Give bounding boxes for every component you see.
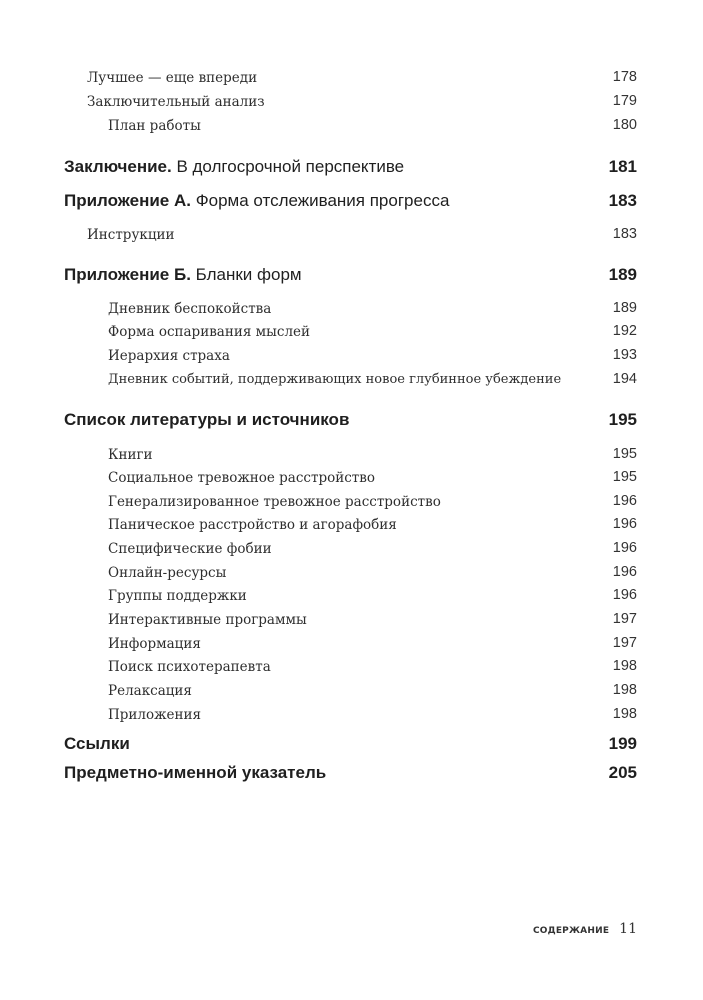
toc-chapter-page: 195 — [608, 410, 637, 429]
toc-entry — [0, 345, 703, 367]
toc-chapter-subtitle: Бланки форм — [190, 265, 302, 284]
toc-entry-title: Паническое расстройство и агорафобия — [108, 517, 397, 533]
toc-entry-page: 196 — [612, 564, 637, 580]
toc-entry-page: 196 — [612, 540, 637, 556]
toc-entry-title: Онлайн-ресурсы — [108, 565, 227, 581]
toc-chapter-label: Приложение Б. — [64, 265, 191, 284]
toc-chapter-label: Список литературы и источников — [64, 410, 350, 429]
toc-chapter-label: Ссылки — [64, 734, 130, 753]
toc-chapter — [0, 265, 703, 287]
toc-entry-page: 197 — [612, 635, 637, 651]
toc-entry-title: Релаксация — [108, 683, 192, 699]
toc-entry-page: 198 — [612, 658, 637, 674]
toc-chapter-title — [64, 191, 449, 211]
toc-entry-page: 195 — [612, 446, 637, 462]
toc-chapter — [0, 410, 703, 432]
toc-entry — [0, 585, 703, 607]
toc-entry-page: 178 — [612, 69, 637, 85]
toc-chapter-page: 181 — [608, 157, 637, 176]
toc-entry — [0, 514, 703, 536]
toc-entry-page: 196 — [612, 587, 637, 603]
toc-chapter-subtitle: В долгосрочной перспективе — [171, 157, 405, 176]
toc-chapter — [0, 734, 703, 756]
toc-chapter-page: 205 — [608, 763, 637, 782]
toc-entry-title: Генерализированное тревожное расстройство — [108, 494, 441, 510]
toc-chapter-label: Предметно-именной указатель — [64, 763, 327, 782]
toc-entry-title: Инструкции — [87, 227, 175, 243]
toc-entry-page: 189 — [612, 300, 637, 316]
toc-entry-title: Информация — [108, 636, 201, 652]
toc-entry-title: Книги — [108, 447, 153, 463]
toc-entry-page: 196 — [612, 516, 637, 532]
toc-entry-page: 193 — [612, 347, 637, 363]
page-number: 11 — [619, 921, 637, 937]
toc-entry-title: Поиск психотерапевта — [108, 659, 271, 675]
toc-entry-page: 198 — [612, 682, 637, 698]
toc-entry — [0, 633, 703, 655]
toc-entry-title: Социальное тревожное расстройство — [108, 470, 375, 486]
toc-entry — [0, 444, 703, 466]
toc-entry — [0, 562, 703, 584]
toc-entry-title: Заключительный анализ — [87, 94, 265, 110]
toc-entry-title: План работы — [108, 118, 201, 134]
toc-entry — [0, 91, 703, 113]
toc-entry — [0, 609, 703, 631]
toc-entry — [0, 115, 703, 137]
toc-entry — [0, 467, 703, 489]
toc-entry-page: 179 — [612, 93, 637, 109]
toc-entry-page: 197 — [612, 611, 637, 627]
toc-chapter-title — [64, 410, 349, 430]
toc-entry-page: 194 — [612, 371, 637, 387]
toc-entry-title: Группы поддержки — [108, 588, 247, 604]
toc-entry-page: 183 — [612, 226, 637, 242]
toc-entry — [0, 321, 703, 343]
toc-entry-title: Интерактивные программы — [108, 612, 307, 628]
toc-entry-page: 195 — [612, 469, 637, 485]
toc-chapter-subtitle: Форма отслеживания прогресса — [190, 191, 450, 210]
toc-entry-title: Лучшее — еще впереди — [87, 70, 258, 86]
toc-entry — [0, 704, 703, 726]
toc-entry-page: 198 — [612, 706, 637, 722]
toc-entry — [0, 67, 703, 89]
toc-chapter-title — [64, 157, 404, 177]
toc-chapter-title — [64, 265, 302, 285]
toc-entry-title: Специфические фобии — [108, 541, 272, 557]
toc-chapter — [0, 157, 703, 179]
running-header-label: СОДЕРЖАНИЕ — [532, 926, 610, 936]
page-footer — [533, 921, 637, 941]
toc-chapter-label: Приложение А. — [64, 191, 191, 210]
toc-entry — [0, 680, 703, 702]
toc-entry-page: 180 — [612, 117, 637, 133]
toc-chapter — [0, 191, 703, 213]
toc-entry — [0, 538, 703, 560]
toc-entry-title: Приложения — [108, 707, 202, 723]
toc-entry-page: 192 — [612, 323, 637, 339]
toc-entry-title: Иерархия страха — [108, 348, 230, 364]
toc-entry-page: 196 — [612, 493, 637, 509]
toc-entry-title: Дневник событий, поддерживающих новое глубинное убеждение — [108, 372, 562, 387]
toc-chapter — [0, 763, 703, 785]
toc-entry — [0, 224, 703, 246]
toc-chapter-page: 189 — [608, 265, 637, 284]
toc-entry — [0, 298, 703, 320]
toc-entry-title: Форма оспаривания мыслей — [108, 324, 311, 340]
toc-chapter-page: 183 — [608, 191, 637, 210]
toc-entry — [0, 491, 703, 513]
toc-chapter-title — [64, 734, 130, 754]
toc-chapter-title — [64, 763, 326, 783]
toc-entry — [0, 656, 703, 678]
toc-chapter-label: Заключение. — [64, 157, 172, 176]
toc-chapter-page: 199 — [608, 734, 637, 753]
toc-entry-title: Дневник беспокойства — [108, 301, 272, 317]
toc-entry — [0, 369, 703, 391]
